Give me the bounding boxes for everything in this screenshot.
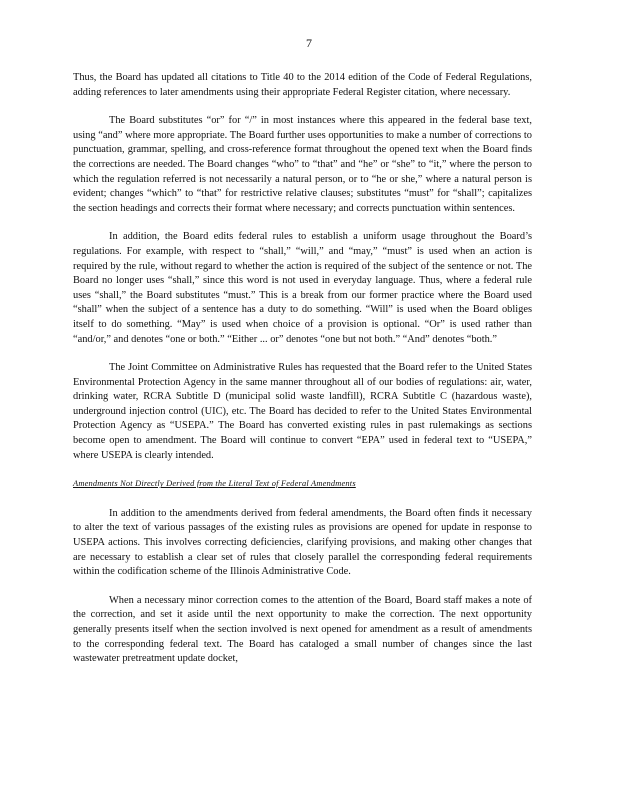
page-number: 7 [306,36,312,50]
paragraph-uniform-usage: In addition, the Board edits federal rules to establish a uniform usage throughout the Board’s regulations. For example, with respect to “shall,” “will,” and “may,” “must” is used when an action is required by the rule, without regard to whether the action is required of the subject of the sentence or not. The Board no longer uses “shall,” since this word is not used in everyday language. Thus, where a federal rule uses “shall,” the Board substitutes “must.” This is a break from our former practice where the Board used “shall” when the subject of a sentence has a duty to do something. “Will” is used when the Board obliges itself to do something. “May” is used when choice of a provision is optional. “Or” is used rather than “and/or,” and denotes “one or both.” “Either ... or” denotes “one but not both.” “And” denotes “both.” [73,231,532,345]
paragraph-additional-amendments: In addition to the amendments derived from federal amendments, the Board often finds it necessary to alter the text of various passages of the existing rules as provisions are opened for update in response to USEPA actions. This involves correcting deficiencies, clarifying provisions, and making other changes that are necessary to establish a clear set of rules that closely parallel the corresponding federal requirements within the codification scheme of the Illinois Administrative Code. [73,507,532,578]
paragraph-substitutions: The Board substitutes “or” for “/” in most instances where this appeared in the federal base text, using “and” where more appropriate. The Board further uses opportunities to make a number of corrections to punctuation, grammar, spelling, and cross-reference format throughout the opened text when the Board finds the corrections are needed. The Board changes “who” to “that” and “he” or “she” to “it,” where the person to which the regulation referred is not necessarily a natural person, or to “he or she,” where a natural person is evident; changes “which” to “that” for restrictive relative clauses; substitutes “must” for “shall”; capitalizes the section headings and corrects their format where necessary; and corrects punctuation within sentences. [73,115,532,214]
section-heading: Amendments Not Directly Derived from the Literal Text of Federal Amendments [73,479,356,489]
paragraph-minor-corrections: When a necessary minor correction comes to the attention of the Board, Board staff makes a note of the correction, and set it aside until the next opportunity to make the correction. The next opportunity generally presents itself when the section involved is next opened for amendment as a result of amendments to the corresponding federal text. The Board has cataloged a small number of changes since the last wastewater pretreatment update docket, [73,594,532,665]
document-body [73,71,532,681]
paragraph-citations: Thus, the Board has updated all citations to Title 40 to the 2014 edition of the Code of Federal Regulations, adding references to later amendments using their appropriate Federal Register citation, where necessary. [73,72,532,98]
paragraph-usepa-reference: The Joint Committee on Administrative Rules has requested that the Board refer to the United States Environmental Protection Agency in the same manner throughout all of our bodies of regulations: air, water, drinking water, RCRA Subtitle D (municipal solid waste landfill), RCRA Subtitle C (hazardous waste), underground injection control (UIC), etc. The Board has decided to refer to the United States Environmental Protection Agency as “USEPA.” The Board has converted existing rules in past rulemakings as sections become open to amendment. The Board will continue to convert “EPA” used in federal text to “USEPA,” where USEPA is clearly intended. [73,362,532,461]
